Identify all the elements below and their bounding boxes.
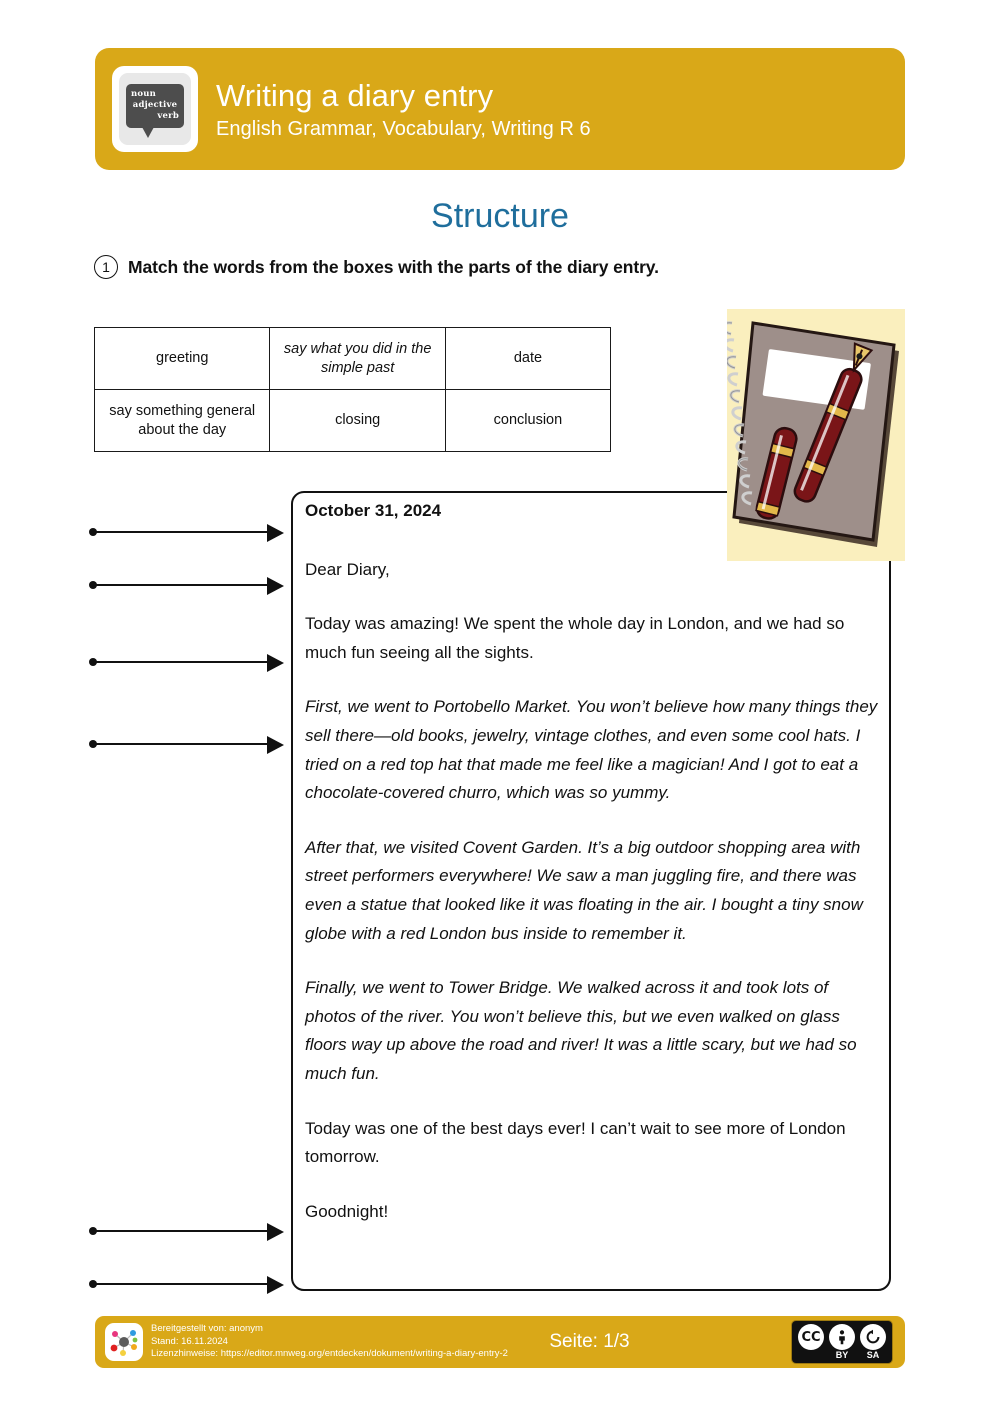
page-subtitle: English Grammar, Vocabulary, Writing R 6 bbox=[216, 117, 591, 140]
cc-by-group bbox=[829, 1324, 855, 1361]
diary-entry-text bbox=[305, 497, 881, 1252]
brand-logo bbox=[112, 66, 198, 152]
task-instruction: Match the words from the boxes with the parts of the diary entry. bbox=[128, 256, 659, 277]
mnweg-logo bbox=[105, 1323, 143, 1361]
diary-closing: Goodnight! bbox=[305, 1201, 389, 1221]
footer-page-number: Seite: 1/3 bbox=[549, 1331, 630, 1352]
footer-provided-by: Bereitgestellt von: anonym bbox=[151, 1323, 263, 1335]
word-box-simple-past[interactable]: say what you did in the simple past bbox=[270, 328, 445, 390]
word-box-date[interactable]: date bbox=[445, 328, 610, 390]
diary-body-2: After that, we visited Covent Garden. It’s a big outdoor shopping area with street performers everywhere! We saw a man juggling fire, and there was even a statue that looked like it was floating in the air. I bought a tiny snow globe with a red London bus inside to remember it. bbox=[305, 837, 863, 943]
cc-by-person-icon bbox=[829, 1324, 855, 1350]
arrow-shaft bbox=[93, 661, 271, 663]
creative-commons-badge bbox=[791, 1320, 893, 1364]
logo-word-adjective: adjective bbox=[132, 100, 178, 110]
cc-sa-label: SA bbox=[866, 1350, 880, 1360]
word-box-greeting[interactable]: greeting bbox=[95, 328, 270, 390]
arrow-shaft bbox=[93, 531, 271, 533]
arrow-head-icon bbox=[267, 577, 284, 595]
arrow-shaft bbox=[93, 743, 271, 745]
word-box-closing[interactable]: closing bbox=[270, 390, 445, 452]
task-1 bbox=[94, 255, 659, 279]
cc-sa-group bbox=[860, 1324, 886, 1361]
cc-sharealike-icon bbox=[860, 1324, 886, 1350]
page-footer bbox=[95, 1316, 905, 1368]
arrow-head-icon bbox=[267, 736, 284, 754]
word-box-general[interactable]: say something general about the day bbox=[95, 390, 270, 452]
cc-icon: CC bbox=[798, 1324, 824, 1350]
diary-body-1: First, we went to Portobello Market. You won’t believe how many things they sell there—old books, jewelry, vintage clothes, and even some cool hats. I tried on a red top hat that made me feel like a magician! And I got to eat a chocolate-covered churro, which was so yummy. bbox=[305, 697, 878, 803]
footer-license-note[interactable]: Lizenzhinweise: https://editor.mnweg.org/entdecken/dokument/writing-a-diary-entry-2 bbox=[151, 1348, 508, 1360]
table-row bbox=[95, 390, 611, 452]
word-box-table bbox=[94, 327, 611, 452]
diary-intro: Today was amazing! We spent the whole day in London, and we had so much fun seeing all the sights. bbox=[305, 614, 845, 662]
arrow-head-icon bbox=[267, 1276, 284, 1294]
arrow-shaft bbox=[93, 1283, 271, 1285]
footer-stand: Stand: 16.11.2024 bbox=[151, 1335, 228, 1347]
arrow-shaft bbox=[93, 584, 271, 586]
diary-conclusion: Today was one of the best days ever! I can’t wait to see more of London tomorrow. bbox=[305, 1118, 846, 1167]
speech-bubble-icon bbox=[126, 84, 184, 128]
header-text-block bbox=[216, 76, 591, 143]
task-number-badge: 1 bbox=[94, 255, 118, 279]
logo-word-noun: noun bbox=[131, 89, 157, 99]
cc-mark-group bbox=[798, 1324, 824, 1350]
network-nodes-icon bbox=[109, 1327, 139, 1357]
section-title: Structure bbox=[431, 197, 569, 235]
diary-date: October 31, 2024 bbox=[305, 501, 442, 520]
arrow-head-icon bbox=[267, 1223, 284, 1241]
word-box-conclusion[interactable]: conclusion bbox=[445, 390, 610, 452]
logo-plate bbox=[119, 73, 191, 145]
spiral-notebook-icon bbox=[727, 309, 905, 561]
diary-greeting: Dear Diary, bbox=[305, 559, 390, 579]
diary-body-3: Finally, we went to Tower Bridge. We walked across it and took lots of photos of the river. You won’t believe this, but we even walked on glass floors way up above the road and river! It was a little scary, but we had so much fun. bbox=[305, 978, 857, 1083]
arrow-head-icon bbox=[267, 654, 284, 672]
cc-by-label: BY bbox=[835, 1350, 849, 1360]
logo-word-verb: verb bbox=[157, 111, 179, 121]
notebook-illustration bbox=[727, 309, 905, 561]
page-title: Writing a diary entry bbox=[216, 77, 494, 113]
table-row bbox=[95, 328, 611, 390]
arrow-head-icon bbox=[267, 524, 284, 542]
page-header bbox=[95, 48, 905, 170]
arrow-shaft bbox=[93, 1230, 271, 1232]
